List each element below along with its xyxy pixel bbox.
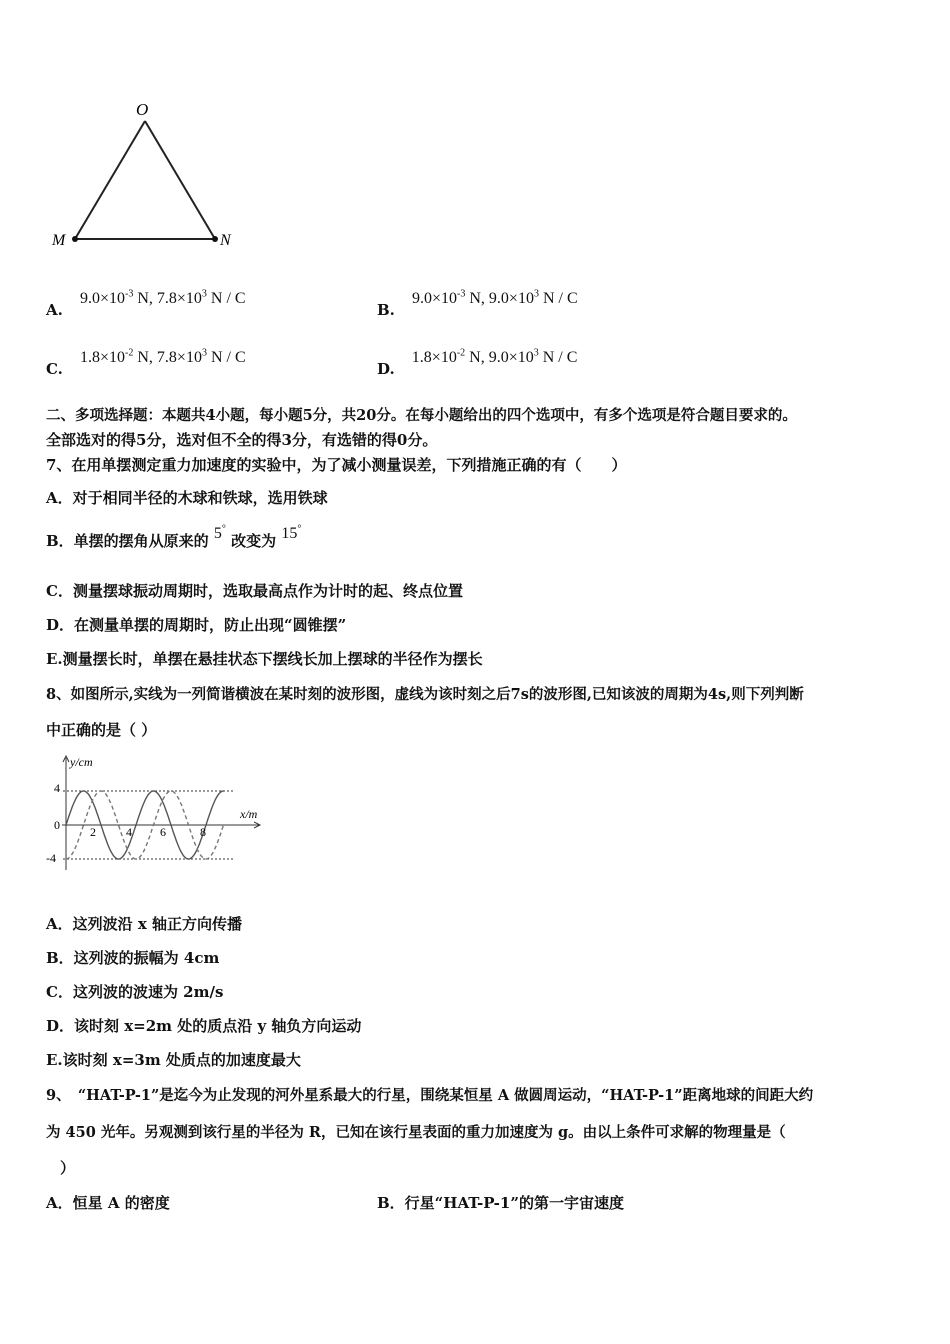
q8-option-c: C．这列波的波速为 2m/s [46,983,224,1001]
option-mid: N, 9.0×10 [465,349,534,366]
option-pre: 1.8×10 [80,349,126,366]
xtick-4: 4 [126,825,132,839]
option-post: N / C [206,290,246,307]
q7-option-b [46,523,302,551]
q9-stem-line1: 9、 “HAT-P-1”是迄今为止发现的河外星系最大的行星，围绕某恒星 A 做圆周运动，“HAT-P-1”距离地球的间距大约 [46,1087,814,1104]
angle-value: 5 [213,525,222,542]
q8-stem-line2: 中正确的是（ ） [46,721,157,739]
angle-value: 15 [281,525,298,542]
q8-stem-line1: 8、如图所示,实线为一列简谐横波在某时刻的波形图，虚线为该时刻之后7s的波形图,已知该波的周期为4s,则下列判断 [46,686,804,703]
q6-option-d [377,347,578,378]
option-letter: C. [46,360,63,378]
xtick-2: 2 [90,825,96,839]
q7-option-d: D．在测量单摆的周期时，防止出现“圆锥摆” [46,616,347,634]
option-pre: 9.0×10 [79,290,125,307]
q7-stem: 7、在用单摆测定重力加速度的实验中，为了减小测量误差，下列措施正确的有（ ） [46,456,627,474]
exponent: 3 [201,288,207,300]
xtick-6: 6 [160,825,166,839]
exponent: -3 [457,288,466,300]
label-m: M [52,232,66,249]
exponent: -3 [125,288,134,300]
option-post: N / C [538,349,578,366]
q7-option-c: C．测量摆球振动周期时，选取最高点作为计时的起、终点位置 [46,582,463,600]
wave-chart [40,752,270,872]
q7-option-b-mid: 改变为 [231,532,277,550]
option-mid: N, 9.0×10 [465,290,534,307]
wave-xlabel: x/m [240,807,258,821]
q9-option-a: A．恒星 A 的密度 [46,1194,170,1212]
ytick-neg4: -4 [46,851,56,865]
section2-line2: 全部选对的得5分，选对但不全的得3分，有选错的得0分。 [46,431,438,449]
ytick-0: 0 [54,818,60,832]
option-post: N / C [206,349,246,366]
wave-axes [62,756,260,870]
section2-line1: 二、多项选择题：本题共4小题，每小题5分，共20分。在每小题给出的四个选项中，有多个选项是符合题目要求的。 [46,407,797,424]
q9-stem-line2: 为 450 光年。另观测到该行星的半径为 R，已知在该行星表面的重力加速度为 g。由以上条件可求解的物理量是（ [46,1124,786,1141]
q7-option-e: E.测量摆长时，单摆在悬挂状态下摆线长加上摆球的半径作为摆长 [46,650,483,668]
q6-option-c [46,347,246,378]
wave-ylabel: y/cm [70,755,93,769]
q9-option-b: B．行星“HAT-P-1”的第一宇宙速度 [377,1194,624,1212]
xtick-8: 8 [200,825,206,839]
option-letter: D. [377,360,395,378]
label-o: O [136,100,149,119]
option-mid: N, 7.8×10 [133,290,202,307]
q8-option-e: E.该时刻 x=3m 处质点的加速度最大 [46,1051,301,1069]
angle-5: 5° [213,523,226,542]
q9-stem-line3: ） [60,1159,76,1177]
angle-15: 15° [281,523,302,542]
option-pre: 9.0×10 [412,290,458,307]
q6-option-b [377,288,578,319]
option-letter: A. [46,301,63,319]
option-post: N / C [538,290,578,307]
q8-option-d: D．该时刻 x=2m 处的质点沿 y 轴负方向运动 [46,1017,362,1035]
option-letter: B. [377,301,395,319]
exponent: 3 [533,288,539,300]
q8-option-b: B．这列波的振幅为 4cm [46,949,220,967]
q7-option-a: A．对于相同半径的木球和铁球，选用铁球 [46,489,328,507]
label-n: N [220,232,231,249]
ytick-4: 4 [54,781,60,795]
q8-option-a: A．这列波沿 x 轴正方向传播 [46,915,243,933]
triangle-figure [40,95,250,255]
exponent: -2 [456,347,466,359]
q7-option-b-pre: B．单摆的摆角从原来的 [46,532,209,550]
exponent: -2 [125,347,134,359]
exponent: 3 [201,347,207,359]
exponent: 3 [533,347,539,359]
option-pre: 1.8×10 [411,349,457,366]
option-mid: N, 7.8×10 [133,349,202,366]
q6-option-a [46,288,246,319]
